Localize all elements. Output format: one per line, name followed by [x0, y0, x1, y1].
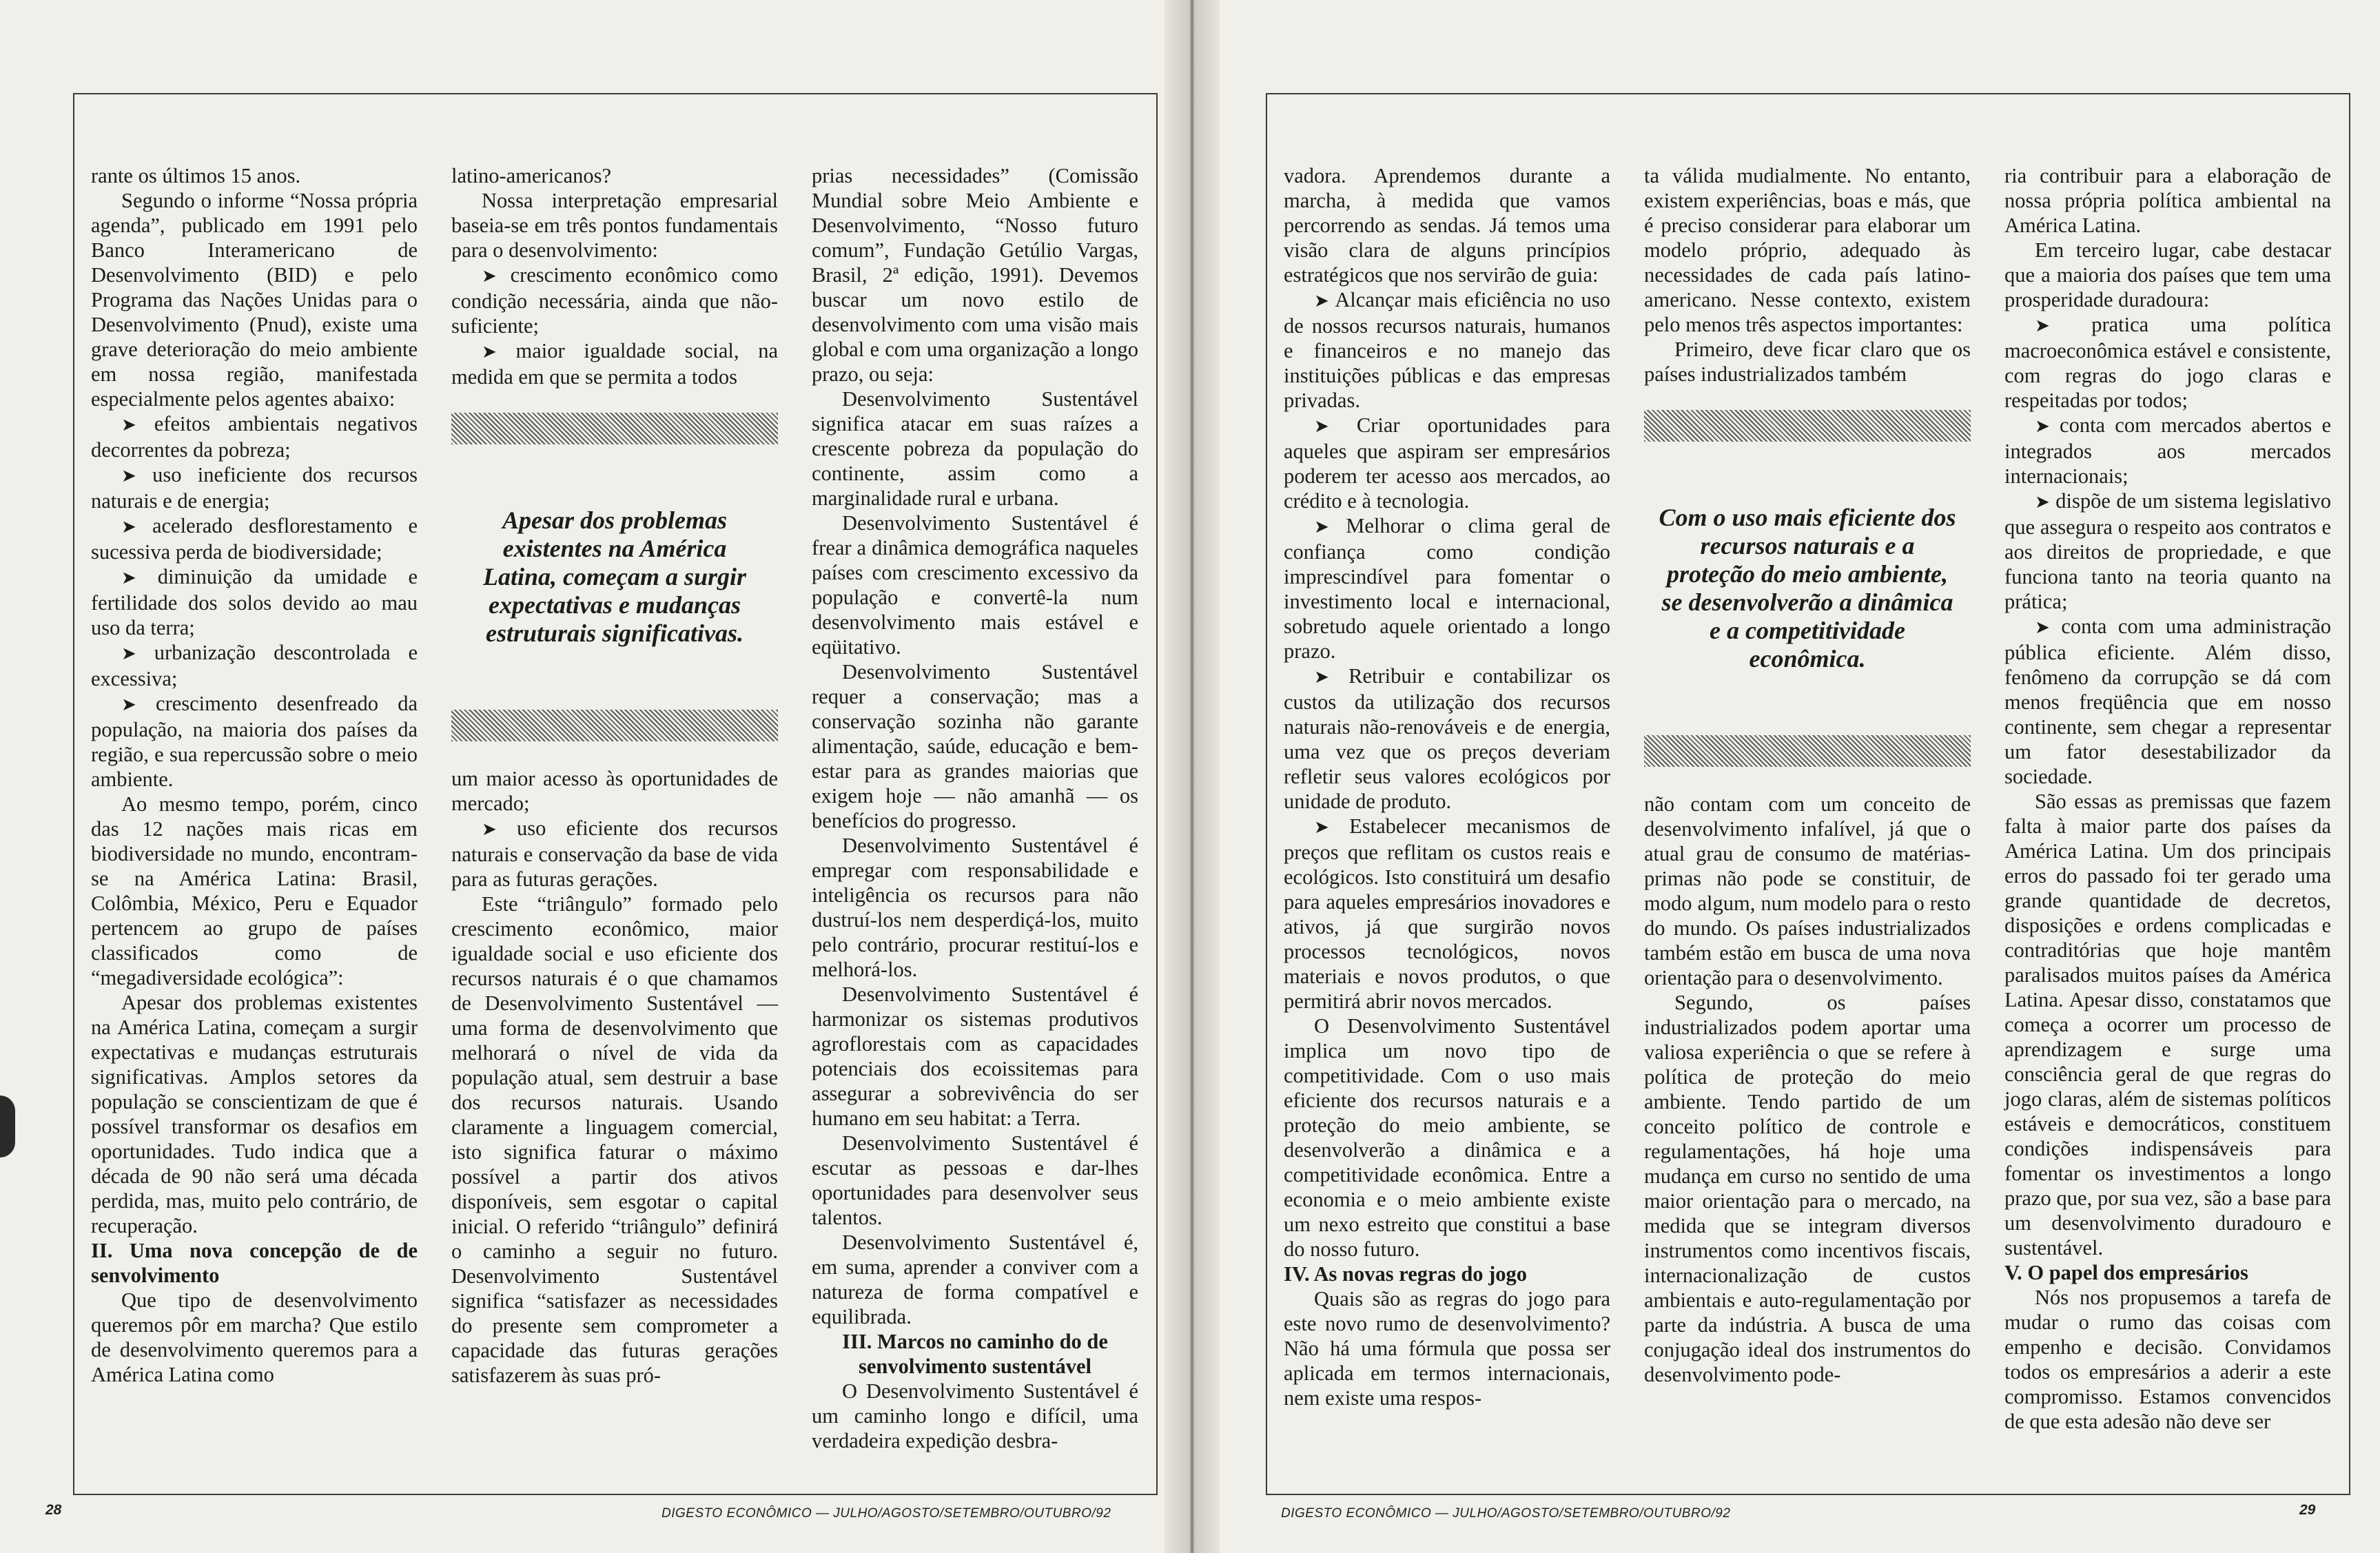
bullet-item: ➤ acelerado desflorestamento e sucessiva perda de biodiversidade; — [91, 514, 418, 564]
bullet-item: ➤ uso ineficiente dos recursos naturais e de energia; — [91, 463, 418, 513]
left-page-frame — [73, 93, 1158, 1495]
arrow-bullet-icon: ➤ — [2035, 492, 2050, 513]
paragraph: O Desenvolvimento Sustentável é um caminho longo e difícil, uma verdadeira expedição desbra- — [812, 1379, 1138, 1452]
paragraph: Desenvolvimento Sustentável é, em suma, aprender a conviver com a natureza de forma compatível e equilibrada. — [812, 1231, 1138, 1328]
arrow-bullet-icon: ➤ — [1314, 667, 1329, 688]
paragraph: prias necessidades” (Comissão Mundial sobre Meio Ambiente e Desenvolvimento, “Nosso futuro comum”, Fundação Getúlio Vargas, Brasil, 2ª edição, 1991). Devemos buscar um novo estilo de desenvolvimento com uma visão mais global e com uma organização a longo prazo, ou seja: — [812, 164, 1138, 386]
paragraph: Desenvolvimento Sustentável é frear a dinâmica demográfica naqueles países com crescimento excessivo da população e convertê-la num desenvolvimento mais estável e eqüitativo. — [812, 511, 1138, 659]
bullet-item: ➤ Alcançar mais eficiência no uso de nossos recursos naturais, humanos e financeiros e no manejo das instituições públicas e das empresas privadas. — [1284, 288, 1610, 412]
bullet-item: ➤ Retribuir e contabilizar os custos da utilização dos recursos naturais não-renováveis e de energia, uma vez que os preços deveriam refletir seus valores ecológicos por unidade de produto. — [1284, 664, 1610, 813]
section-heading: V. O papel dos empresários — [2004, 1261, 2248, 1284]
paragraph: Desenvolvimento Sustentável requer a conservação; mas a conservação sozinha não garante alimentação, saúde, educação e bem-estar para as grandes maiorias que exigem hoje — não amanhã — os benefícios do progresso. — [812, 660, 1138, 832]
paragraph: Que tipo de desenvolvimento queremos pôr em marcha? Que estilo de desenvolvimento queremos para a América Latina como — [91, 1288, 418, 1386]
right-column-1 — [1284, 163, 1610, 1410]
page-footer: DIGESTO ECONÔMICO — JULHO/AGOSTO/SETEMBRO/OUTUBRO/92 — [661, 1506, 1111, 1521]
hatched-rule — [1644, 735, 1971, 767]
paragraph: Primeiro, deve ficar claro que os países industrializados também — [1644, 338, 1971, 386]
bullet-item: ➤ pratica uma política macroeconômica estável e consistente, com regras do jogo claras e respeitadas por todos; — [2004, 313, 2332, 412]
arrow-bullet-icon: ➤ — [1314, 817, 1329, 838]
section-heading: III. Marcos no caminho do de senvolvimento sustentável — [842, 1330, 1108, 1378]
bullet-item: ➤ Melhorar o clima geral de confiança como condição imprescindível para fomentar o investimento local e internacional, sobretudo aquele orientado a longo prazo. — [1284, 514, 1610, 663]
right-page-frame — [1266, 93, 2350, 1495]
bullet-item: ➤ maior igualdade social, na medida em que se permita a todos — [451, 339, 778, 389]
hatched-rule — [451, 413, 778, 444]
right-page — [1191, 0, 2380, 1553]
paragraph: Ao mesmo tempo, porém, cinco das 12 nações mais ricas em biodiversidade no mundo, encontram-se na América Latina: Brasil, Colômbia, México, Peru e Equador pertencem ao grupo de países classificados como de “megadiversidade ecológica”: — [91, 792, 418, 989]
paragraph: Nós nos propusemos a tarefa de mudar o rumo das coisas com empenho e decisão. Convidamos todos os empresários a aderir a este compromisso. Estamos convencidos de que esta adesão não deve ser — [2004, 1286, 2331, 1433]
bullet-item: ➤ urbanização descontrolada e excessiva; — [91, 641, 418, 690]
arrow-bullet-icon: ➤ — [1314, 517, 1329, 537]
bullet-item: ➤ crescimento desenfreado da população, na maioria dos países da região, e sua repercussão sobre o meio ambiente. — [91, 692, 418, 791]
left-page — [0, 0, 1189, 1553]
right-column-3 — [2004, 163, 2331, 1434]
paragraph: não contam com um conceito de desenvolvimento infalível, já que o atual grau de consumo de matérias-primas não pode se constituir, de modo algum, num modelo para o resto do mundo. Os países industrializados também estão em busca de uma nova orientação para o desenvolvimento. — [1644, 792, 1971, 989]
pullquote-box — [451, 413, 778, 741]
page-footer: DIGESTO ECONÔMICO — JULHO/AGOSTO/SETEMBRO/OUTUBRO/92 — [1281, 1506, 1731, 1521]
left-column-2 — [451, 163, 778, 1388]
paragraph: Quais são as regras do jogo para este novo rumo de desenvolvimento? Não há uma fórmula que possa ser aplicada em termos internacionais, nem existe uma respos- — [1284, 1287, 1610, 1410]
paragraph: Nossa interpretação empresarial baseia-se em três pontos fundamentais para o desenvolvimento: — [451, 189, 778, 262]
paragraph: Segundo, os países industrializados podem aportar uma valiosa experiência o que se refere à política de proteção do meio ambiente. Tendo partido de um conceito político de controle e regulamentações, há hoje uma mudança em curso no sentido de uma maior orientação para o mercado, na medida que se integram diversos instrumentos como incentivos fiscais, internacionalização de custos ambientais e auto-regulamentação por parte da indústria. A busca de uma conjugação ideal dos instrumentos do desenvolvimento pode- — [1644, 991, 1971, 1386]
arrow-bullet-icon: ➤ — [121, 517, 136, 537]
paragraph: Desenvolvimento Sustentável significa atacar em suas raízes a crescente pobreza da população do continente, assim como a marginalidade rural e urbana. — [812, 387, 1138, 510]
arrow-bullet-icon: ➤ — [482, 266, 497, 287]
paragraph: Desenvolvimento Sustentável é harmonizar os sistemas produtivos agroflorestais com as capacidades potenciais dos ecoissitemas para assegurar a sobrevivência do ser humano em seu habitat: a Terra. — [812, 983, 1138, 1130]
paragraph: ta válida mudialmente. No entanto, existem experiências, boas e más, que é preciso considerar para elaborar um modelo próprio, adequado às necessidades de cada país latino-americano. Nesse contexto, existem pelo menos três aspectos importantes: — [1644, 164, 1971, 336]
hatched-rule — [451, 710, 778, 741]
left-column-1 — [91, 163, 418, 1387]
arrow-bullet-icon: ➤ — [2035, 316, 2050, 336]
bullet-item: ➤ conta com uma administração pública eficiente. Além disso, fenômeno da corrupção se dá com menos freqüência que em nosso continente, sem chegar a representar um fator desestabilizador da sociedade. — [2004, 615, 2331, 788]
arrow-bullet-icon: ➤ — [1314, 416, 1329, 437]
bullet-continuation: um maior acesso às oportunidades de mercado; — [451, 767, 778, 815]
bullet-item: ➤ Criar oportunidades para aqueles que aspiram ser empresários poderem ter acesso aos mercados, ao crédito e à tecnologia. — [1284, 413, 1611, 513]
section-heading: IV. As novas regras do jogo — [1284, 1262, 1528, 1286]
pullquote: Apesar dos problemas existentes na América Latina, começam a surgir expectativas e mudanças estruturais significativas. — [482, 506, 746, 647]
paragraph: Este “triângulo” formado pelo crescimento econômico, maior igualdade social e uso eficiente dos recursos naturais é o que chamamos de Desenvolvimento Sustentável — uma forma de desenvolvimento que melhorará o nível de vida da população atual, sem destruir a base dos recursos naturais. Usando claramente a linguagem comercial, isto significa faturar o máximo possível a partir dos ativos disponíveis, sem esgotar o capital inicial. O referido “triângulo” definirá o caminho a seguir no futuro. Desenvolvimento Sustentável significa “satisfazer as necessidades do presente sem comprometer a capacidade das futuras gerações satisfazerem às suas pró- — [451, 892, 778, 1387]
paragraph: Desenvolvimento Sustentável é escutar as pessoas e dar-lhes oportunidades para desenvolver seus talentos. — [812, 1131, 1138, 1229]
bullet-item: ➤ diminuição da umidade e fertilidade dos solos devido ao mau uso da terra; — [91, 565, 418, 639]
paragraph: Segundo o informe “Nossa própria agenda”, publicado em 1991 pelo Banco Interamericano de Desenvolvimento (BID) e pelo Programa das Nações Unidas para o Desenvolvimento (Pnud), existe uma grave deterioração do meio ambiente em nossa região, manifestada especialmente pelos agentes abaixo: — [91, 189, 418, 411]
left-column-3 — [812, 163, 1138, 1453]
bullet-item: ➤ efeitos ambientais negativos decorrentes da pobreza; — [91, 412, 418, 462]
paragraph: Desenvolvimento Sustentável é empregar com responsabilidade e inteligência os recursos para não dustruí-los nem desperdiçá-los, muito pelo contrário, procurar restituí-los e melhorá-los. — [812, 834, 1138, 981]
paragraph: O Desenvolvimento Sustentável implica um novo tipo de competitividade. Com o uso mais eficiente dos recursos naturais e a proteção do meio ambiente, se desenvolverão a dinâmica e a competitividade econômica. Entre a economia e o meio ambiente existe um nexo estreito que constitui a base do nosso futuro. — [1284, 1014, 1610, 1261]
arrow-bullet-icon: ➤ — [482, 342, 497, 362]
bullet-item: ➤ crescimento econômico como condição necessária, ainda que não-suficiente; — [451, 263, 779, 338]
arrow-bullet-icon: ➤ — [121, 644, 136, 664]
arrow-bullet-icon: ➤ — [2035, 617, 2050, 638]
arrow-bullet-icon: ➤ — [121, 415, 136, 435]
arrow-bullet-icon: ➤ — [121, 568, 136, 588]
bullet-item: ➤ Estabelecer mecanismos de preços que reflitam os custos reais e ecológicos. Isto constituirá um desafio para aqueles empresários inovadores e ativos, já que surgirão novos processos tecnológicos, novos materiais e novos produtos, o que permitirá abrir novos mercados. — [1284, 814, 1611, 1013]
right-column-2 — [1644, 163, 1971, 1387]
paragraph: rante os últimos 15 anos. — [91, 164, 301, 187]
bullet-item: ➤ dispõe de um sistema legislativo que assegura o respeito aos contratos e aos direitos de propriedade, e que funciona tanto na teoria quanto na prática; — [2004, 489, 2331, 613]
bullet-item: ➤ conta com mercados abertos e integrados aos mercados internacionais; — [2004, 413, 2331, 488]
paragraph: ria contribuir para a elaboração de nossa própria política ambiental na América Latina. — [2004, 164, 2331, 237]
arrow-bullet-icon: ➤ — [121, 466, 136, 486]
hatched-rule — [1644, 410, 1971, 442]
paragraph: Apesar dos problemas existentes na América Latina, começam a surgir expectativas e mudanças estruturais significativas. Amplos setores da população se conscientizam de que é possível transformar os desafios em oportunidades. Tudo indica que a década de 90 não será uma década perdida, mas, muito pelo contrário, de recuperação. — [91, 991, 418, 1237]
paragraph: São essas as premissas que fazem falta à maior parte dos países da América Latina. Um dos principais erros do passado foi ter gerado uma grande quantidade de decretos, disposições e ordens complicadas e contraditórias que hoje mantêm paralisados muitos países da América Latina. Apesar disso, constatamos que começa a ocorrer um processo de aprendizagem e surge uma consciência geral de que regras do jogo claras, além de sistemas políticos estáveis e democráticos, constituem condições indispensáveis para fomentar os investimentos a longo prazo que, por sua vez, são a base para um desenvolvimento duradouro e sustentável. — [2004, 790, 2331, 1259]
page-number: 28 — [45, 1502, 62, 1518]
arrow-bullet-icon: ➤ — [1314, 291, 1329, 311]
arrow-bullet-icon: ➤ — [121, 695, 136, 715]
page-number: 29 — [2299, 1502, 2316, 1518]
section-heading: II. Uma nova concepção de de senvolvimento — [91, 1239, 418, 1287]
bullet-item: ➤ uso eficiente dos recursos naturais e conservação da base de vida para as futuras gerações. — [451, 816, 779, 891]
pullquote-box — [1644, 410, 1971, 767]
arrow-bullet-icon: ➤ — [482, 819, 497, 840]
pullquote: Com o uso mais eficiente dos recursos naturais e a proteção do meio ambiente, se desenvolverão a dinâmica e a competitividade econômica. — [1659, 504, 1956, 672]
arrow-bullet-icon: ➤ — [2035, 416, 2050, 437]
paragraph: latino-americanos? — [451, 164, 612, 187]
paragraph: Em terceiro lugar, cabe destacar que a maioria dos países que tem uma prosperidade duradoura: — [2004, 238, 2331, 311]
paragraph: vadora. Aprendemos durante a marcha, à medida que vamos percorrendo as sendas. Já temos uma visão clara de alguns princípios estratégicos que nos servirão de guia: — [1284, 164, 1610, 287]
